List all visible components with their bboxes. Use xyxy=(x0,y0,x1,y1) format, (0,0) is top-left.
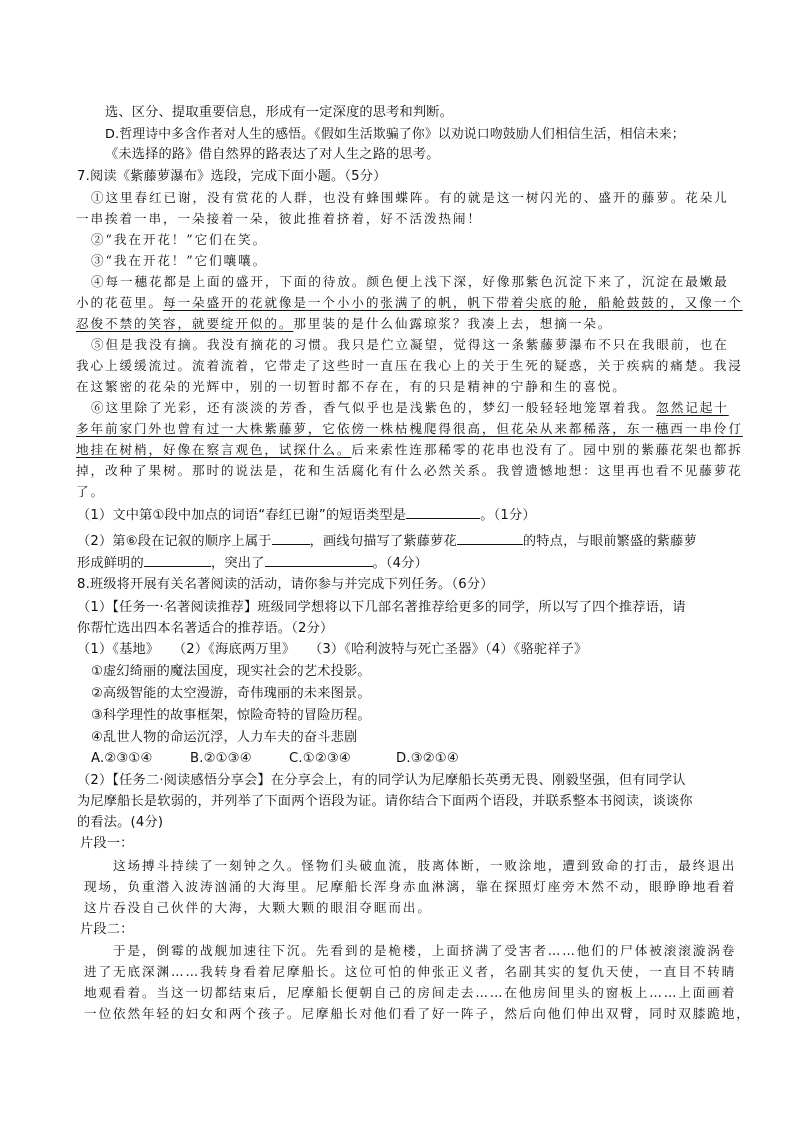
fragment-line: 这片吞没自己伙伴的大海，大颗大颗的眼泪夺眶而出。 xyxy=(84,900,432,915)
recommendation-2: ②高级智能的太空漫游，奇伟瑰丽的未来图景。 xyxy=(91,686,371,701)
q7-sub1 xyxy=(77,505,536,525)
answer-blank[interactable] xyxy=(144,553,211,567)
choice-option-a[interactable]: A.②③①④ xyxy=(91,751,153,766)
passage-line: ③“我在开花！”它们嚷嚷。 xyxy=(91,253,268,268)
fragment-line: 进了无底深渊……我转身看着尼摩船长。这位可怕的伸张正义者，名副其实的复仇天使，一直目不转睛 xyxy=(84,964,737,979)
q8-task2: 为尼摩船长是软弱的，并列举了下面两个语段为证。请你结合下面两个语段，并联系整本书阅读，谈谈你 xyxy=(77,794,693,809)
q6-option-d: D.哲理诗中多含作者对人生的感悟。《假如生活欺骗了你》以劝说口吻鼓励人们相信生活，相信未来； xyxy=(105,127,685,142)
q8-task2: 的看法。(4分) xyxy=(77,815,164,830)
fragment-line: 于是，倒霉的战舰加速往下沉。先看到的是桅楼，上面挤满了受害者……他们的尸体被滚滚漩涡卷 xyxy=(113,943,737,958)
underlined-sentence: 忽然记起十 xyxy=(656,400,729,415)
passage-text: ⑥这里除了光彩，还有淡淡的芳香，香气似乎也是浅紫色的，梦幻一般轻轻地笼罩着我。 xyxy=(91,400,657,415)
recommendation-3: ③科学理性的故事框架，惊险奇特的冒险历程。 xyxy=(91,708,371,723)
q8-task2: （2）【任务二·阅读感悟分享会】在分享会上，有的同学认为尼摩船长英勇无畏、刚毅坚强，但有同学认 xyxy=(77,773,686,788)
passage-line: 我心上缓缓流过。流着流着，它带走了这些时一直压在我心上的关于生死的疑惑，关于疾病的痛楚。我浸 xyxy=(76,358,743,373)
q7-sub2-cont xyxy=(77,553,428,573)
book-list: （1）《基地》 （2）《海底两万里》 （3）《哈利波特与死亡圣器》（4）《骆驼祥子》 xyxy=(77,642,588,657)
answer-blank[interactable] xyxy=(272,531,310,545)
passage-line xyxy=(91,398,729,417)
choice-option-d[interactable]: D.③②①④ xyxy=(396,751,459,766)
passage-line: 了。 xyxy=(76,484,105,499)
q6-text-line: 选、区分、提取重要信息，形成有一定深度的思考和判断。 xyxy=(105,105,454,120)
passage-line: ②“我在开花！”它们在笑。 xyxy=(91,232,268,247)
underlined-sentence: 地挂在树梢，好像在察言观色，试探什么。 xyxy=(76,442,352,457)
passage-line: ①这里春红已谢，没有赏花的人群，也没有蜂围蝶阵。有的就是这一树闪光的、盛开的藤萝。花朵儿 xyxy=(91,190,729,205)
underlined-sentence: 忍俊不禁的笑容，就要绽开似的。 xyxy=(76,316,294,331)
underlined-sentence: 多年前家门外也曾有过一大株紫藤萝，它依傍一株枯槐爬得很高，但花朵从来都稀落，东一穗西一串伶仃 xyxy=(76,421,743,436)
recommendation-4: ④乱世人物的命运沉浮，人力车夫的奋斗悲剧 xyxy=(91,730,358,745)
fragment-line: 这场搏斗持续了一刻钟之久。怪物们头破血流，肢离体断，一败涂地，遭到致命的打击，最终退出 xyxy=(113,858,737,873)
q8-task1: 你帮忙选出四本名著适合的推荐语。（2分） xyxy=(77,621,334,636)
passage-line xyxy=(76,293,743,312)
q7-title: 7.阅读《紫藤萝瀑布》选段，完成下面小题。（5分） xyxy=(77,169,387,184)
sub2-text: ，突出了 xyxy=(210,556,265,571)
fragment-line: 一位依然年轻的妇女和两个孩子。尼摩船长对他们看了好一阵子，然后向他们伸出双臂，同时双膝跪地， xyxy=(84,1006,751,1021)
sub1-score: 。（1分） xyxy=(480,508,536,523)
passage-line: 掉，改种了果树。那时的说法是，花和生活腐化有什么必然关系。我曾遗憾地想：这里再也看不见藤萝花 xyxy=(76,463,743,478)
passage-text: 后来索性连那稀零的花串也没有了。园中别的紫藤花架也都拆 xyxy=(351,442,743,457)
fragment-line: 地观看着。当这一切都结束后，尼摩船长便朝自己的房间走去……在他房间里头的窗板上……上面画着 xyxy=(84,985,737,1000)
passage-line: ④每一穗花都是上面的盛开，下面的待放。颜色便上浅下深，好像那紫色沉淀下来了，沉淀在最嫩最 xyxy=(91,274,729,289)
fragment-line: 现场，负重潜入波涛汹涌的大海里。尼摩船长浑身赤血淋漓，靠在探照灯座旁木然不动，眼睁睁地看着 xyxy=(84,879,737,894)
answer-blank[interactable] xyxy=(406,505,480,519)
q8-title: 8.班级将开展有关名著阅读的活动，请你参与并完成下列任务。（6分） xyxy=(77,577,494,592)
sub1-text: （1）文中第①段中加点的词语“春红已谢”的短语类型是 xyxy=(77,508,407,523)
sub2-text: 的特点，与眼前繁盛的紫藤萝 xyxy=(522,534,697,549)
passage-text: 那里装的是什么仙露琼浆？我凑上去，想摘一朵。 xyxy=(293,316,613,331)
q7-sub2 xyxy=(77,531,697,551)
sub2-score: 。（4分） xyxy=(372,556,429,571)
answer-blank[interactable] xyxy=(457,531,523,545)
q8-task1: （1）【任务一·名著阅读推荐】班级同学想将以下几部名著推荐给更多的同学，所以写了四个推荐语，请 xyxy=(77,600,686,615)
underlined-sentence: 每一朵盛开的花就像是一个小小的张满了的帆，帆下带着尖底的舱，船舱鼓鼓的，又像一个 xyxy=(162,295,743,310)
choice-option-b[interactable]: B.②①③④ xyxy=(190,751,252,766)
recommendation-1: ①虚幻绮丽的魔法国度，现实社会的艺术投影。 xyxy=(91,664,371,679)
passage-line xyxy=(76,440,743,459)
passage-line: 一串挨着一串，一朵接着一朵，彼此推着挤着，好不活泼热闹！ xyxy=(76,211,482,226)
choice-option-c[interactable]: C.①②③④ xyxy=(289,751,351,766)
q6-text-line: 《未选择的路》借自然界的路表达了对人生之路的思考。 xyxy=(105,147,440,162)
sub2-text: 形成鲜明的 xyxy=(77,556,144,571)
sub2-text: ，画线句描写了紫藤萝花 xyxy=(309,534,457,549)
passage-text: 小的花苞里。 xyxy=(76,295,163,310)
fragment-2-label: 片段二： xyxy=(80,922,134,937)
passage-line xyxy=(76,314,612,333)
answer-blank[interactable] xyxy=(265,553,373,567)
fragment-1-label: 片段一： xyxy=(80,836,134,851)
sub2-text: （2）第⑥段在记叙的顺序上属于 xyxy=(77,534,272,549)
passage-line: 在这繁密的花朵的光辉中，别的一切暂时都不存在，有的只是精神的宁静和生的喜悦。 xyxy=(76,379,627,394)
passage-line: ⑤但是我没有摘。我没有摘花的习惯。我只是伫立凝望，觉得这一条紫藤萝瀑布不只在我眼前，也在 xyxy=(91,337,729,352)
